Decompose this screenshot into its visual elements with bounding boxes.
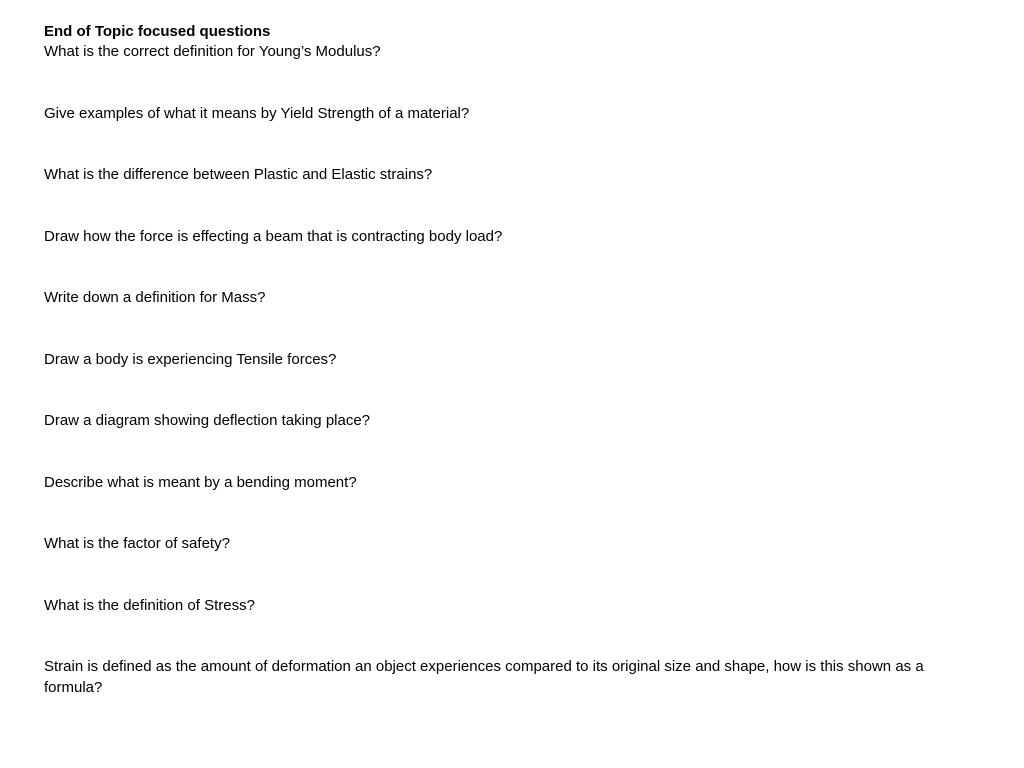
question-item: What is the definition of Stress? [44,596,255,614]
worksheet-heading: End of Topic focused questions [44,23,271,40]
question-list [44,42,984,698]
question-item: What is the factor of safety? [44,535,230,552]
question-item: Describe what is meant by a bending moment? [44,473,357,491]
question-item: Strain is defined as the amount of deformation an object experiences compared to its original size and shape, how is this shown as a formula? [44,658,924,696]
question-item: What is the difference between Plastic and Elastic strains? [44,166,433,183]
question-item: Give examples of what it means by Yield Strength of a material? [44,104,470,122]
question-item: What is the correct definition for Young’s Modulus? [44,43,381,60]
question-item: Draw how the force is effecting a beam that is contracting body load? [44,227,503,245]
question-item: Draw a diagram showing deflection taking place? [44,412,371,429]
question-item: Draw a body is experiencing Tensile forces? [44,350,337,368]
question-item: Write down a definition for Mass? [44,289,266,306]
